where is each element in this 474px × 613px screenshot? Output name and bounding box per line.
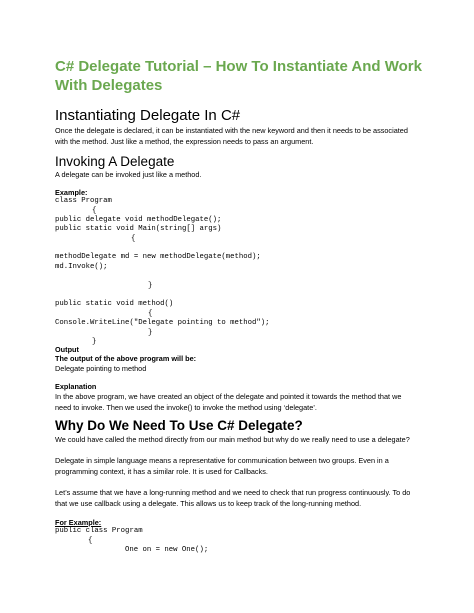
code-line: Console.WriteLine("Delegate pointing to method");	[55, 319, 270, 327]
output-value: Delegate pointing to method	[55, 364, 147, 373]
code-line: {	[92, 207, 97, 215]
code-line: {	[131, 235, 136, 243]
code-line: md.Invoke();	[55, 263, 108, 271]
code-line: One on = new One();	[125, 546, 209, 554]
explanation-line-1: In the above program, we have created an object of the delegate and pointed it towards the method that we	[55, 392, 402, 401]
paragraph-instantiating-1: Once the delegate is declared, it can be instantiated with the new keyword and then it needs to be associated	[55, 126, 408, 135]
doc-title-line-2: With Delegates	[55, 77, 163, 94]
doc-title-line-1: C# Delegate Tutorial – How To Instantiate And Work	[55, 58, 422, 75]
why-paragraph-3-line-2: that we use callback using a delegate. This allows us to keep track of the long-running method.	[55, 499, 362, 508]
heading-instantiating: Instantiating Delegate In C#	[55, 107, 241, 124]
why-paragraph-3-line-1: Let’s assume that we have a long-running method and we need to check that run progress continuously. To do	[55, 488, 411, 497]
output-description: The output of the above program will be:	[55, 354, 197, 363]
code-line: class Program	[55, 197, 112, 205]
code-line: }	[148, 282, 153, 290]
code-line: public static void Main(string[] args)	[55, 225, 222, 233]
heading-invoking: Invoking A Delegate	[55, 154, 175, 169]
explanation-line-2: need to invoke. Then we used the invoke() to invoke the method using ‘delegate’.	[55, 403, 317, 412]
output-label: Output	[55, 345, 79, 354]
code-line: public static void method()	[55, 300, 174, 308]
explanation-label: Explanation	[55, 382, 97, 391]
code-line: methodDelegate md = new methodDelegate(method);	[55, 253, 261, 261]
code-line: {	[88, 537, 93, 545]
why-paragraph-2-line-2: programming context, it has a similar role. It is used for Callbacks.	[55, 467, 268, 476]
code-line: {	[148, 310, 153, 318]
heading-why-delegate: Why Do We Need To Use C# Delegate?	[55, 418, 303, 433]
paragraph-instantiating-2: with the method. Just like a method, the expression needs to pass an argument.	[55, 137, 314, 146]
why-paragraph-2-line-1: Delegate in simple language means a representative for communication between two groups. Even in a	[55, 456, 389, 465]
example-label: Example:	[55, 188, 88, 197]
paragraph-invoking: A delegate can be invoked just like a method.	[55, 170, 202, 179]
code-line: }	[148, 329, 153, 337]
code-line: }	[92, 338, 97, 346]
why-paragraph-1: We could have called the method directly from our main method but why do we really need to use a delegate?	[55, 435, 410, 444]
code-line: public delegate void methodDelegate();	[55, 216, 222, 224]
code-line: public class Program	[55, 527, 143, 535]
for-example-label: For Example:	[55, 518, 102, 527]
